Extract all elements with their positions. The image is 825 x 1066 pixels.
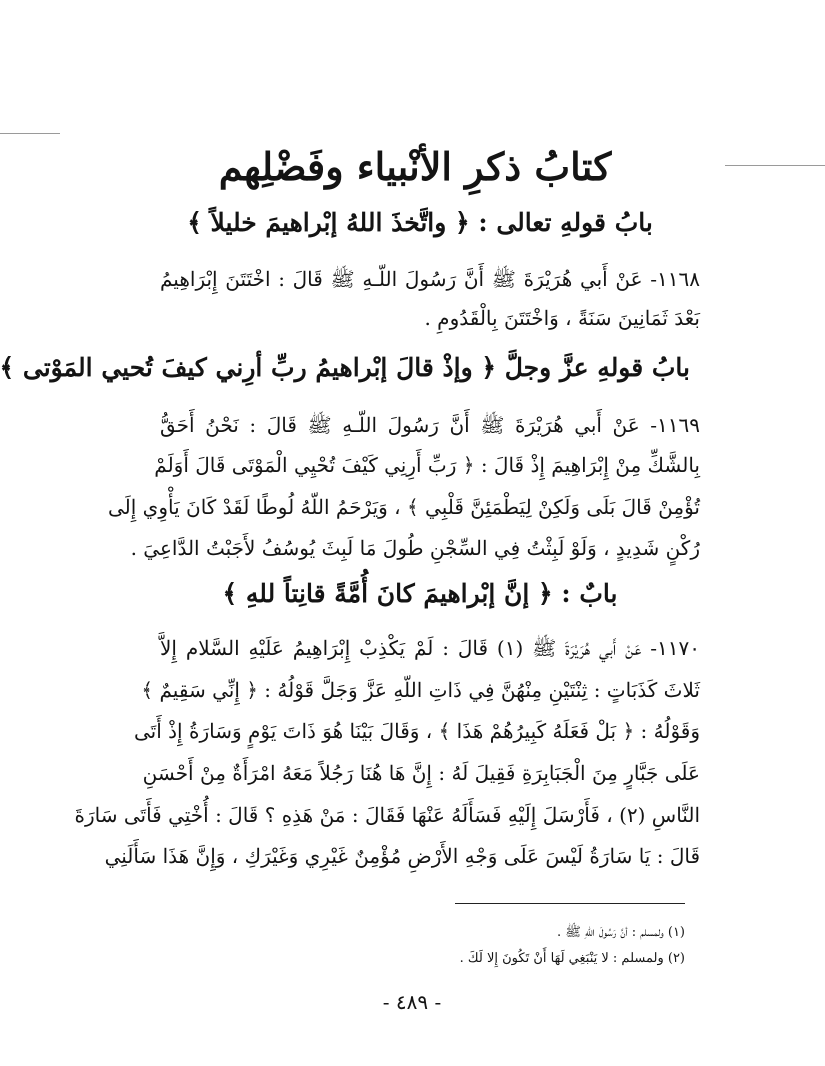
chapter-heading-1: بابُ قولهِ تعالى : ﴿ واتَّخذَ اللهُ إبْراهيمَ خليلاً ﴾	[187, 208, 653, 237]
footnote-2: (٢) ولمسلم : لا يَنْبَغِي لَهَا أَنْ تَكُونَ إِلا لَكَ .	[459, 951, 685, 966]
book-title: كتابُ ذكرِ الأنْبياء وفَضْلِهم	[218, 144, 612, 189]
hadith-1170-line-4: عَلَى جَبَّارٍ مِنَ الْجَبَابِرَةِ فَقِيلَ لَهُ : إِنَّ هَا هُنَا رَجُلاً مَعَهُ امْرَأَةٌ مِنْ أَحْسَنِ	[142, 761, 700, 785]
scan-artifact-left	[0, 133, 60, 134]
hadith-1169-line-4: رُكْنٍ شَدِيدٍ ، وَلَوْ لَبِثْتُ فِي السِّجْنِ طُولَ مَا لَبِثَ يُوسُفُ لأَجَبْتُ الدَّاعِيَ .	[130, 536, 700, 560]
hadith-1170-line-5: النَّاسِ (٢) ، فَأَرْسَلَ إِلَيْهِ فَسَأَلَهُ عَنْهَا فَقَالَ : مَنْ هَذِهِ ؟ قَالَ : أُخْتِي فَأَتَى سَارَةَ	[74, 803, 700, 827]
hadith-1168-line-1: ١١٦٨- عَنْ أَبي هُرَيْرَةَ ﷺ أَنَّ رَسُولَ اللّـهِ ﷺ قَالَ : اخْتَتَنَ إِبْرَاهِيمُ	[160, 267, 700, 291]
hadith-1169-line-3: تُؤْمِنْ قَالَ بَلَى وَلَكِنْ لِيَطْمَئِنَّ قَلْبِي ﴾ ، وَيَرْحَمُ اللّهُ لُوطًا لَقَدْ كَانَ يَأْوِي إِلَى	[108, 495, 700, 519]
hadith-1169-line-1: ١١٦٩- عَنْ أَبي هُرَيْرَةَ ﷺ أَنَّ رَسُولَ اللّـهِ ﷺ قَالَ : نَحْنُ أَحَقُّ	[160, 413, 700, 437]
hadith-1170-line-3: وَقَوْلُهُ : ﴿ بَلْ فَعَلَهُ كَبِيرُهُمْ هَذَا ﴾ ، وَقَالَ بَيْنَا هُوَ ذَاتَ يَوْمٍ وَسَارَةُ إِذْ أَتَى	[134, 719, 700, 743]
chapter-heading-2: بابُ قولهِ عزَّ وجلَّ ﴿ وإذْ قالَ إبْراهيمُ ربِّ أرِني كيفَ تُحيي المَوْتى ﴾	[0, 353, 690, 382]
hadith-1170-line-2: ثَلاثَ كَذَبَاتٍ : ثِنْتَيْنِ مِنْهُنَّ فِي ذَاتِ اللّهِ عَزَّ وَجَلَّ قَوْلُهُ : ﴿ إِنِّي سَقِيمٌ ﴾	[141, 678, 700, 702]
hadith-1170-line-1: ١١٧٠- عَنْ أَبي هُرَيْرَةَ ﷺ (١) قَالَ : لَمْ يَكْذِبْ إِبْرَاهِيمُ عَلَيْهِ السَّلام إِلاَّ	[160, 636, 700, 660]
scan-artifact-right	[725, 165, 825, 166]
hadith-1168-line-2: بَعْدَ ثَمَانِينَ سَنَةً ، وَاخْتَتَنَ بِالْقَدُومِ .	[424, 306, 700, 330]
footnote-1: (١) ولمسلم : أنَّ رَسُولَ اللّهِ ﷺ .	[556, 925, 685, 940]
hadith-1169-line-2: بِالشَّكِّ مِنْ إِبْرَاهِيمَ إِذْ قَالَ : ﴿ رَبِّ أَرِنِي كَيْفَ تُحْيِي الْمَوْتَى قَالَ أَوَلَمْ	[154, 453, 700, 477]
footnote-divider	[455, 903, 685, 904]
hadith-1170-line-6: قَالَ : يَا سَارَةُ لَيْسَ عَلَى وَجْهِ الأَرْضِ مُؤْمِنٌ غَيْرِي وَغَيْرَكِ ، وَإِنَّ هَذَا سَأَلَنِي	[104, 844, 700, 868]
chapter-heading-3: بابٌ : ﴿ إنَّ إبْراهيمَ كانَ أُمَّةً قانِتاً للهِ ﴾	[222, 579, 618, 608]
page-number: - ٤٨٩ -	[382, 990, 442, 1014]
